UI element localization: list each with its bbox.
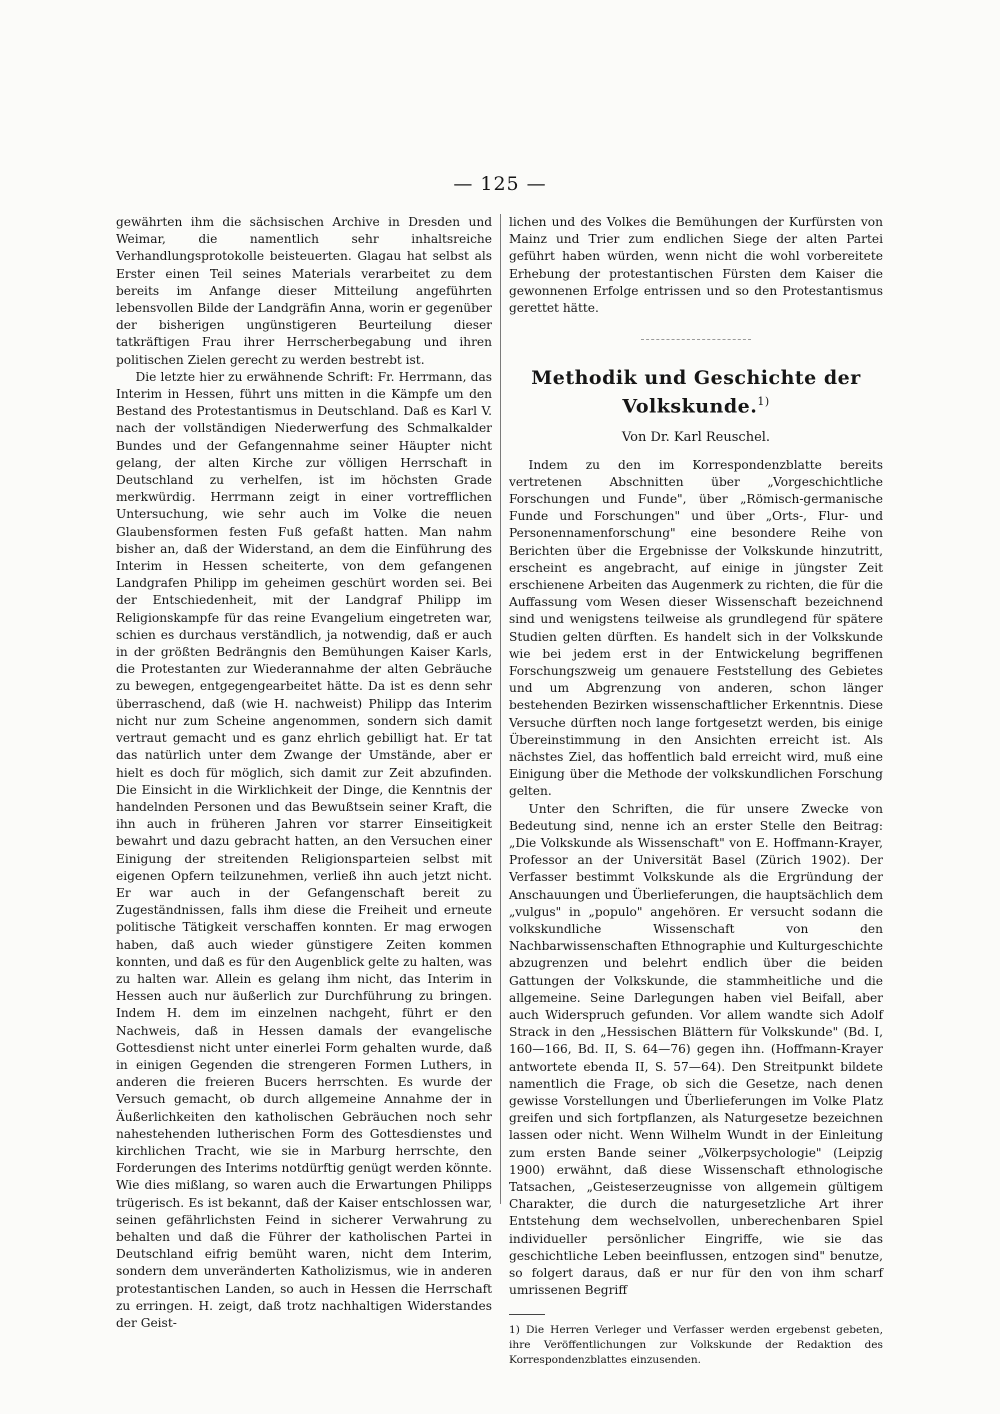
section-separator bbox=[641, 339, 751, 340]
article-byline: Von Dr. Karl Reuschel. bbox=[621, 429, 771, 445]
article-title-text: Methodik und Geschichte der Volkskunde. bbox=[531, 367, 861, 418]
footnote: 1) Die Herren Verleger und Verfasser werden ergebenst gebeten, ihre Veröffentlichungen zur Volkskunde der Redaktion des Korrespondenzblattes einzusenden. bbox=[509, 1323, 883, 1366]
paragraph: gewährten ihm die sächsischen Archive in Dresden und Weimar, die namentlich sehr inhaltsreiche Verhandlungsprotokolle beisteuerten. Glagau hat selbst als Erster einen Teil seines Materials verarbeitet zu dem bereits im Anfange dieser Mitteilung angeführten lebensvollen Bilde der Landgräfin Anna, worin er gegenüber der bisherigen ungünstigeren Beurteilung dieser tatkräftigen Frau ihrer Herrscherbegabung und ihren politischen Zielen gerecht zu werden bestrebt ist. bbox=[116, 215, 492, 367]
page-number: — 125 — bbox=[453, 173, 547, 195]
paragraph: Indem zu den im Korrespondenzblatte bereits vertretenen Abschnitten über „Vorgeschichtliche Forschungen und Funde", über „Römisch-germanische Funde und Forschungen" und über „Orts-, Flur- und Personennamenforschung" eine besondere Reihe von Berichten über die Ergebnisse der Volkskunde hinzutritt, erscheint es angebracht, auf einige in jüngster Zeit erschienene Arbeiten das Augenmerk zu richten, die für die Auffassung vom Wesen dieser Wissenschaft bezeichnend sind und wenigstens teilweise als grundlegend für spätere Studien gelten dürften. Es handelt sich in der Volkskunde wie bei jedem erst in der Entwickelung begriffenen Forschungszweig um genauere Feststellung des Gebietes und um Abgrenzung von anderen, schon länger bestehenden Bezirken wissenschaftlicher Erkenntnis. Diese Versuche dürften noch lange fortgesetzt werden, bis einige Übereinstimmung in den Ansichten erreicht ist. Als nächstes Ziel, das hoffentlich bald erreicht wird, muß eine Einigung über die Methode der volkskundlichen Forschung gelten. bbox=[509, 457, 883, 799]
article-title bbox=[509, 366, 883, 418]
paragraph: lichen und des Volkes die Bemühungen der Kurfürsten von Mainz und Trier zum endlichen Siege der alten Partei geführt haben würden, wenn nicht die wohl vorbereitete Erhebung der protestantischen Fürsten dem Kaiser die gewonnenen Erfolge entrissen und so den Protestantismus gerettet hätte. bbox=[509, 215, 883, 316]
footnote-mark: 1) bbox=[757, 395, 770, 409]
right-column bbox=[509, 214, 883, 1368]
footnote-rule bbox=[509, 1314, 545, 1315]
paragraph: Die letzte hier zu erwähnende Schrift: Fr. Herrmann, das Interim in Hessen, führt uns mitten in die Kämpfe um den Bestand des Protestantismus in Deutschland. Daß es Karl V. nach der vollständigen Niederwerfung des Schmalkalder Bundes und der Gefangennahme seiner Häupter nicht gelang, der alten Kirche zur völligen Herrschaft in Deutschland zu verhelfen, ist im höchsten Grade merkwürdig. Herrmann zeigt in einer vortrefflichen Untersuchung, wie sehr auch im Volke die neuen Glaubensformen festen Fuß gefaßt hatten. Man nahm bisher an, daß der Widerstand, an dem die Einführung des Interim in Hessen scheiterte, von dem gefangenen Landgrafen Philipp im geheimen geschürt worden sei. Bei der Entschiedenheit, mit der Landgraf Philipp im Religionskampfe für das reine Evangelium eingetreten war, schien es durchaus verständlich, ja notwendig, daß er auch in der größten Bedrängnis den Bemühungen Kaiser Karls, die Protestanten zur Wiederannahme der alten Gebräuche zu bewegen, entgegengearbeitet hätte. Da ist es denn sehr überraschend, daß (wie H. nachweist) Philipp das Interim nicht nur zum Scheine angenommen, sondern sich damit vertraut gemacht und es ganz ehrlich gebilligt hat. Er tat das natürlich unter dem Zwange der Umstände, aber er hielt es doch für möglich, sich damit zur Zeit abzufinden. Die Einsicht in die Wirklichkeit der Dinge, die Kenntnis der handelnden Personen und das Bewußtsein seiner Kraft, die ihn auch in früheren Jahren vor starrer Einseitigkeit bewahrt und dazu gebracht hatten, an den Versuchen einer Einigung der streitenden Religionsparteien selbst mit eigenen Opfern teilzunehmen, verließ ihn auch jetzt nicht. Er war auch in der Gefangenschaft bereit zu Zugeständnissen, falls ihm diese die Freiheit und erneute politische Tätigkeit verschaffen konnten. Er mag erwogen haben, daß auch wieder günstigere Zeiten kommen konnten, und daß es für den Augenblick gelte zu halten, was zu halten war. Allein es gelang ihm nicht, das Interim in Hessen auch nur äußerlich zur Durchführung zu bringen. Indem H. dem im einzelnen nachgeht, führt er den Nachweis, daß in Hessen damals der evangelische Gottesdienst nicht unter einerlei Form gehalten wurde, daß in einigen Gegenden die strengeren Formen Luthers, in anderen die freieren Bucers herrschten. Es wurde der Versuch gemacht, ob durch allgemeine Annahme der in Äußerlichkeiten den katholischen Gebräuchen noch sehr nahestehenden lutherischen Form des Gottesdienstes und kirchlichen Tracht, wie sie in Marburg herrschte, den Forderungen des Interims notdürftig genügt werden könnte. Wie dies mißlang, so waren auch die Erwartungen Philipps trügerisch. Es ist bekannt, daß der Kaiser entschlossen war, seinen gefährlichsten Feind in sicherer Verwahrung zu behalten und daß die Führer der katholischen Partei in Deutschland eifrig bemüht waren, nicht dem Interim, sondern dem unveränderten Katholizismus, wie in anderen protestantischen Landen, so auch in Hessen die Herrschaft zu erringen. H. zeigt, daß trotz nachhaltigen Widerstandes der Geist- bbox=[116, 369, 492, 1330]
paragraph: Unter den Schriften, die für unsere Zwecke von Bedeutung sind, nenne ich an erster Stelle den Beitrag: „Die Volkskunde als Wissenschaft" von E. Hoffmann-Krayer, Professor an der Universität Basel (Zürich 1902). Der Verfasser bestimmt Volkskunde als die Ergründung der Anschauungen und Überlieferungen, die hauptsächlich dem „vulgus" in „populo" angehören. Er versucht sodann die volkskundliche Wissenschaft von den Nachbarwissenschaften Ethnographie und Kulturgeschichte abzugrenzen und belehrt endlich über die beiden Gattungen der Volkskunde, die stammheitliche und die allgemeine. Seine Darlegungen haben viel Beifall, aber auch Widerspruch gefunden. Vor allem wandte sich Adolf Strack in den „Hessischen Blättern für Volkskunde" (Bd. I, 160—166, Bd. II, S. 64—76) gegen ihn. (Hoffmann-Krayer antwortete ebenda II, S. 57—64). Den Streitpunkt bildete namentlich die Frage, ob sich die Gesetze, nach denen gewisse Vorstellungen und Überlieferungen im Volke Platz greifen und sich fortpflanzen, als Naturgesetze bezeichnen lassen oder nicht. Wenn Wilhelm Wundt in der Einleitung zum ersten Bande seiner „Völkerpsychologie" (Leipzig 1900) erwähnt, daß diese Wissenschaft ethnologische Tatsachen, „Geisteserzeugnisse von allgemein gültigem Charakter, die durch die naturgesetzliche Art ihrer Entstehung dem wechselvollen, unberechenbaren Spiel individueller persönlicher Eingriffe, wie sie das geschichtliche Leben beeinflussen, entzogen sind" benutze, so folgert daraus, daß er nur für den von ihm scharf umrissenen Begriff bbox=[509, 801, 883, 1298]
column-divider bbox=[500, 214, 501, 1204]
left-column bbox=[116, 214, 492, 1332]
